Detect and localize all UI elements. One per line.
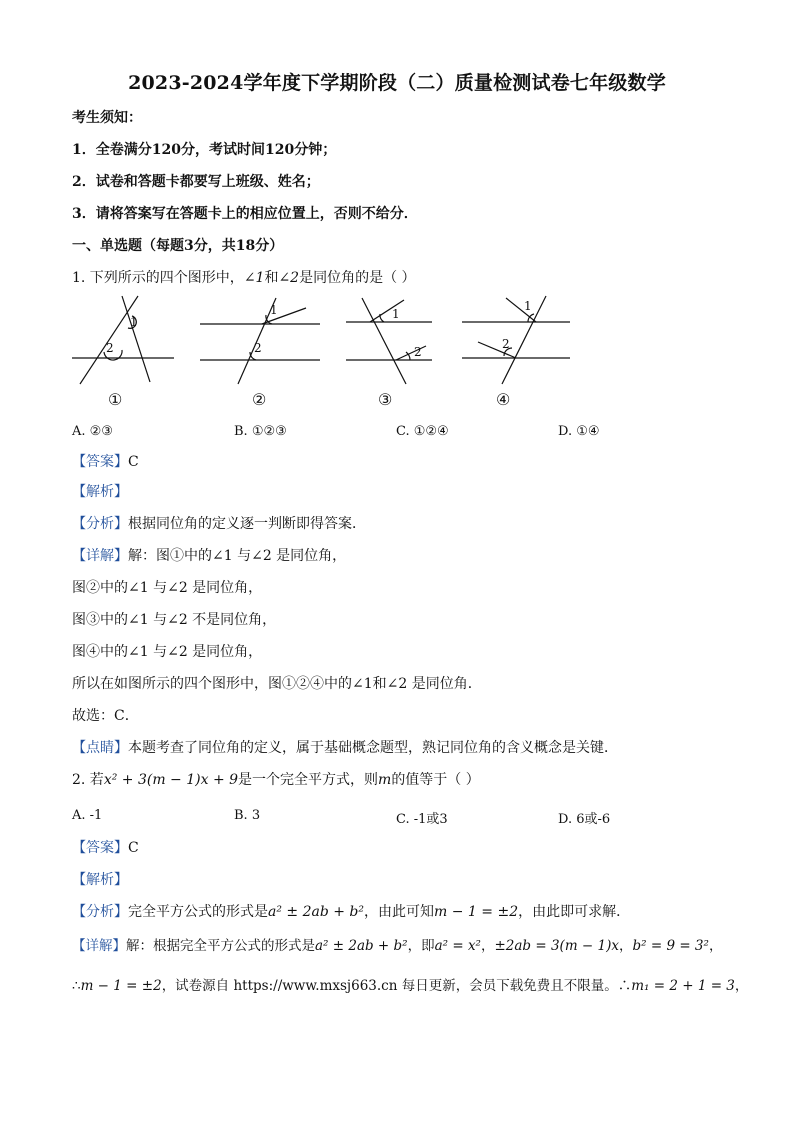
q2-option-c: C. -1或3 xyxy=(396,812,448,827)
fenxi-tag: 【分析】 xyxy=(72,516,128,532)
q2-source-text: ，试卷源自 https://www.mxsj663.cn 每日更新，会员下载免费且不限量。 xyxy=(161,978,618,994)
q1-answer-line xyxy=(72,452,139,472)
q1-dianjing: 本题考查了同位角的定义，属于基础概念题型，熟记同位角的含义概念是关键． xyxy=(128,740,618,756)
question-1-stem xyxy=(72,268,416,288)
q1-detail-line xyxy=(72,546,346,566)
q1-answer: C xyxy=(128,454,139,470)
q2-eq3: b² = 9 = 3² xyxy=(632,938,709,954)
q2-fenxi-line xyxy=(72,902,630,922)
q1-detail: 所以在如图所示的四个图形中，图①②④中的∠1和∠2 是同位角． xyxy=(72,676,482,692)
notice-item: 2．试卷和答题卡都要写上班级、姓名； xyxy=(72,174,320,190)
q2-sep: ， xyxy=(619,938,633,954)
fig4-label-2: 2 xyxy=(502,337,510,351)
fig3-label-2: 2 xyxy=(414,345,422,359)
q2-sep: ， xyxy=(480,938,495,954)
q1-fenxi-line xyxy=(72,514,366,534)
q1-detail: 图③中的∠1 与∠2 不是同位角， xyxy=(72,612,277,628)
q2-fenxi-b: ，由此可知 xyxy=(364,904,435,920)
q2-detail-line-2 xyxy=(72,976,748,996)
fig3-label-1: 1 xyxy=(392,307,400,321)
q2-var-m: m xyxy=(378,772,392,788)
q2-detail-b: ，即 xyxy=(407,938,435,954)
notice-item: 3．请将答案写在答题卡上的相应位置上，否则不给分． xyxy=(72,206,418,222)
q1-detail: 图②中的∠1 与∠2 是同位角， xyxy=(72,580,263,596)
section-heading: 一、单选题（每题3分，共18分） xyxy=(72,238,284,254)
q1-fenxi: 根据同位角的定义逐一判断即得答案． xyxy=(128,516,366,532)
fig4-line-ray-bottom xyxy=(478,342,516,358)
fig2-label-2: 2 xyxy=(254,341,262,355)
q1-stem-prefix: 1. 下列所示的四个图形中， xyxy=(72,270,244,286)
figure-label: ② xyxy=(252,390,267,409)
notice-heading: 考生须知： xyxy=(72,110,142,126)
fig2-label-1: 1 xyxy=(270,303,278,317)
q2-fenxi-c: ，由此即可求解． xyxy=(518,904,631,920)
figure-label: ③ xyxy=(378,390,393,409)
fig1-line-right xyxy=(122,296,150,382)
dianjing-tag: 【点睛】 xyxy=(72,740,128,756)
q2-answer-line xyxy=(72,838,139,858)
detail-tag: 【详解】 xyxy=(72,548,128,564)
fig1-label-1: 1 xyxy=(130,315,138,329)
therefore-symbol: ∴ xyxy=(617,978,632,994)
q2-stem-end: 的值等于（ ） xyxy=(391,772,480,788)
q2-detail-a: 解：根据完全平方公式的形式是 xyxy=(126,938,315,954)
q1-detail: 图④中的∠1 与∠2 是同位角， xyxy=(72,644,263,660)
page-title: 2023-2024学年度下学期阶段（二）质量检测试卷七年级数学 xyxy=(128,72,666,94)
q2-eq2: ±2ab = 3(m − 1)x xyxy=(494,938,619,954)
analysis-tag: 【解析】 xyxy=(72,484,128,500)
question-2-stem xyxy=(72,770,480,790)
q1-detail: 故选：C． xyxy=(72,708,139,724)
angle-2-label: ∠2 xyxy=(278,270,300,286)
figure-label: ① xyxy=(108,390,123,409)
fig1-line-left xyxy=(80,296,138,384)
q1-stem-mid: 和 xyxy=(264,270,279,286)
q1-option-b: B. ①②③ xyxy=(234,424,287,439)
q2-option-a: A. -1 xyxy=(72,808,103,823)
q1-stem-suffix: 是同位角的是（ ） xyxy=(299,270,416,286)
q1-detail: 解：图①中的∠1 与∠2 是同位角， xyxy=(128,548,347,564)
therefore-symbol: ∴ xyxy=(72,978,81,994)
q2-formula: a² ± 2ab + b² xyxy=(315,938,408,954)
q2-option-b: B. 3 xyxy=(234,808,261,823)
angle-1-label: ∠1 xyxy=(243,270,265,286)
q1-option-a: A. ②③ xyxy=(72,424,113,439)
q1-dianjing-line xyxy=(72,738,618,758)
fenxi-tag: 【分析】 xyxy=(72,904,128,920)
q1-option-c: C. ①②④ xyxy=(396,424,449,439)
figure-label: ④ xyxy=(496,390,511,409)
q2-option-d: D. 6或-6 xyxy=(558,812,611,827)
fig1-label-2: 2 xyxy=(106,341,114,355)
q2-cond2: m − 1 = ±2 xyxy=(80,978,162,994)
q2-formula: a² ± 2ab + b² xyxy=(268,904,365,920)
analysis-tag: 【解析】 xyxy=(72,872,128,888)
q1-figures-svg xyxy=(66,288,586,388)
q1-option-d: D. ①④ xyxy=(558,424,600,439)
q2-poly: x² + 3(m − 1)x + 9 xyxy=(103,772,239,788)
q2-comma: ， xyxy=(708,938,723,954)
notice-item: 1．全卷满分120分，考试时间120分钟； xyxy=(72,142,337,158)
answer-tag: 【答案】 xyxy=(72,454,128,470)
q2-end-comma: ， xyxy=(734,978,749,994)
q2-num: 2. 若 xyxy=(72,772,104,788)
detail-tag: 【详解】 xyxy=(72,938,126,954)
q2-eq1: a² = x² xyxy=(434,938,481,954)
q2-fenxi-a: 完全平方公式的形式是 xyxy=(128,904,268,920)
q2-stem-suffix: 是一个完全平方式，则 xyxy=(238,772,379,788)
answer-tag: 【答案】 xyxy=(72,840,128,856)
q2-answer: C xyxy=(128,840,139,856)
q2-detail-line xyxy=(72,936,722,956)
fig4-label-1: 1 xyxy=(524,299,532,313)
q2-eq4: m₁ = 2 + 1 = 3 xyxy=(631,978,735,994)
q2-cond: m − 1 = ±2 xyxy=(434,904,519,920)
